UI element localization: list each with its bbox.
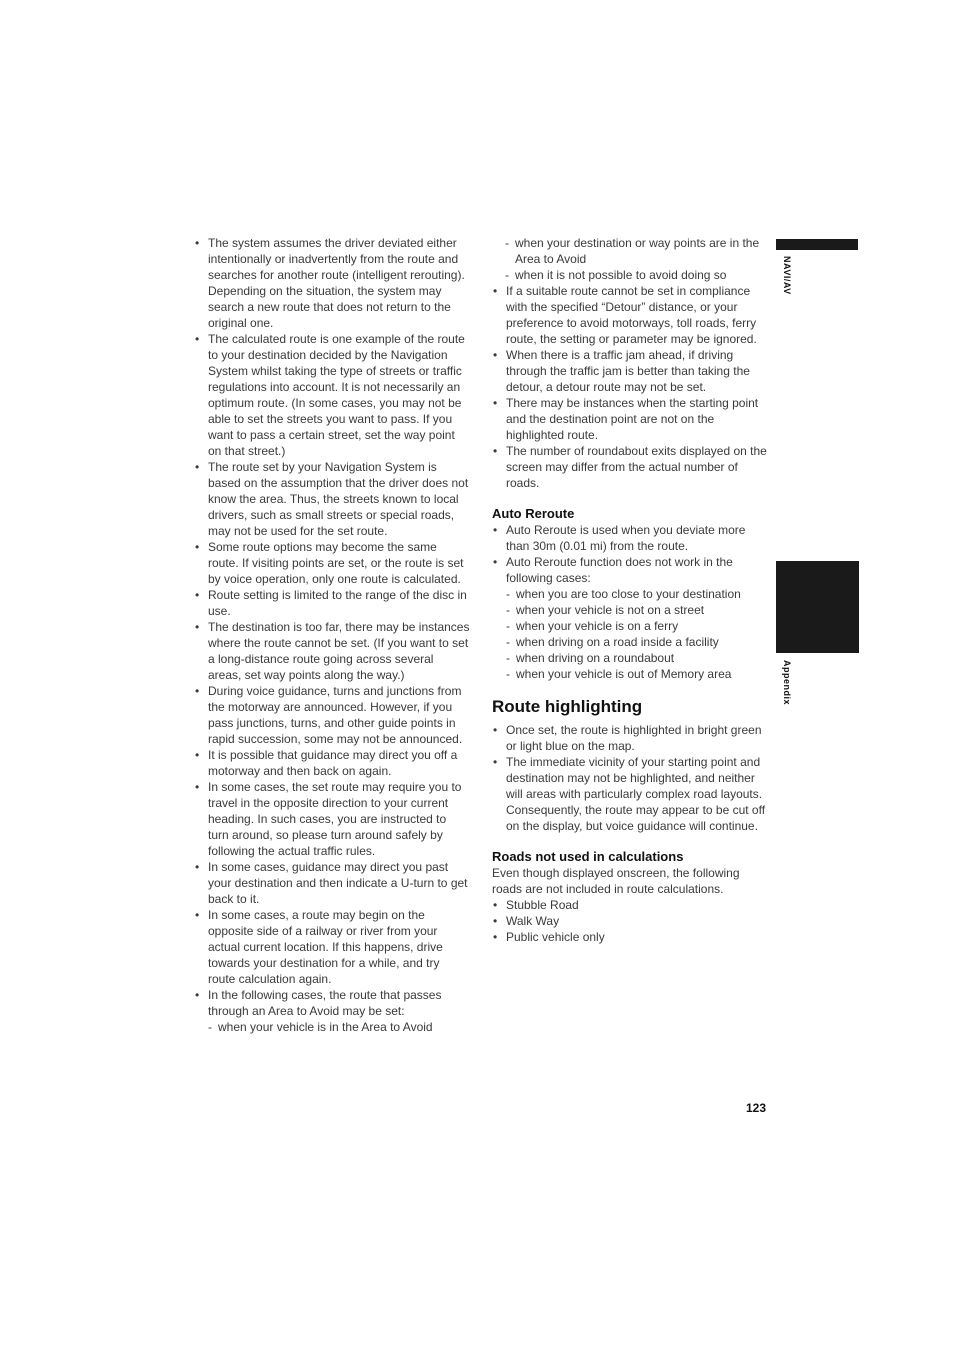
dash-item: - when you are too close to your destination (506, 586, 768, 602)
route-highlighting-heading: Route highlighting (492, 697, 643, 716)
dash-item: - when it is not possible to avoid doing so (505, 267, 768, 283)
list-item: • In some cases, guidance may direct you past your destination and then indicate a U-turn to get back to it. (194, 859, 470, 907)
left-bullet-list (194, 235, 470, 1035)
right-bullet-list (492, 283, 768, 491)
list-item: • If a suitable route cannot be set in compliance with the specified “Detour” distance, or your preference to avoid motorways, toll roads, ferry route, the setting or parameter may be ignored. (492, 283, 768, 347)
dash-item: - when your vehicle is in the Area to Avoid (208, 1019, 470, 1035)
list-item: • In some cases, a route may begin on the opposite side of a railway or river from your actual current location. If this happens, drive towards your destination for a while, and try route calculation again. (194, 907, 470, 987)
list-item: • In some cases, the set route may require you to travel in the opposite direction to your current heading. In such cases, you are instructed to turn around, so please turn around safely by following the actual traffic rules. (194, 779, 470, 859)
roads-not-used-intro: Even though displayed onscreen, the following roads are not included in route calculations. (492, 866, 740, 896)
dash-item: - when your vehicle is on a ferry (506, 618, 768, 634)
list-item: • Public vehicle only (492, 929, 768, 945)
page-number: 123 (746, 1101, 767, 1115)
dash-item: - when driving on a road inside a facility (506, 634, 768, 650)
list-item: • When there is a traffic jam ahead, if driving through the traffic jam is better than taking the detour, a detour route may not be set. (492, 347, 768, 395)
right-column (492, 235, 768, 945)
list-item: • Route setting is limited to the range of the disc in use. (194, 587, 470, 619)
area-to-avoid-cases (208, 1019, 470, 1035)
appendix-tab-block (776, 561, 859, 653)
list-item: • Once set, the route is highlighted in bright green or light blue on the map. (492, 722, 768, 754)
dash-item: - when your vehicle is not on a street (506, 602, 768, 618)
section-tab-bar (776, 239, 858, 250)
dash-item: - when your vehicle is out of Memory area (506, 666, 768, 682)
appendix-label: Appendix (782, 660, 792, 706)
auto-reroute-list (492, 522, 768, 682)
left-column (194, 235, 470, 1035)
list-item: • The destination is too far, there may be instances where the route cannot be set. (If you want to set a long-distance route going across several areas, set way points along the way.) (194, 619, 470, 683)
list-item: • Walk Way (492, 913, 768, 929)
list-item-text: Auto Reroute function does not work in the following cases: (506, 555, 733, 585)
roads-not-used-heading: Roads not used in calculations (492, 849, 684, 864)
list-item: • The route set by your Navigation System is based on the assumption that the driver does not know the area. Thus, the streets known to local drivers, such as small streets or special roads, may not be used for the set route. (194, 459, 470, 539)
area-to-avoid-cases-continued (505, 235, 768, 283)
list-item: • The number of roundabout exits displayed on the screen may differ from the actual number of roads. (492, 443, 768, 491)
list-item (194, 987, 470, 1035)
list-item: • Stubble Road (492, 897, 768, 913)
list-item: • During voice guidance, turns and junctions from the motorway are announced. However, if you pass junctions, turns, and other guide points in rapid succession, some may not be announced. (194, 683, 470, 747)
list-item: • Auto Reroute is used when you deviate more than 30m (0.01 mi) from the route. (492, 522, 768, 554)
list-item: • There may be instances when the starting point and the destination point are not on the highlighted route. (492, 395, 768, 443)
list-item (492, 554, 768, 682)
dash-item: - when driving on a roundabout (506, 650, 768, 666)
auto-reroute-heading: Auto Reroute (492, 506, 575, 521)
list-item: • The calculated route is one example of the route to your destination decided by the Navigation System whilst taking the type of streets or traffic regulations into account. It is not necessarily an optimum route. (In some cases, you may not be able to set the streets you want to pass. If you want to pass a certain street, set the way point on that street.) (194, 331, 470, 459)
auto-reroute-cases (506, 586, 768, 682)
list-item: • Some route options may become the same route. If visiting points are set, or the route is set by voice operation, only one route is calculated. (194, 539, 470, 587)
dash-item: - when your destination or way points are in the Area to Avoid (505, 235, 768, 267)
list-item-text: In the following cases, the route that passes through an Area to Avoid may be set: (208, 988, 442, 1018)
list-item: • It is possible that guidance may direct you off a motorway and then back on again. (194, 747, 470, 779)
list-item: • The system assumes the driver deviated either intentionally or inadvertently from the route and searches for another route (intelligent rerouting). Depending on the situation, the system may search a new route that does not return to the original one. (194, 235, 470, 331)
route-highlighting-list (492, 722, 768, 834)
list-item: • The immediate vicinity of your starting point and destination may not be highlighted, and neither will areas with particularly complex road layouts. Consequently, the route may appear to be cut off on the display, but voice guidance will continue. (492, 754, 768, 834)
navi-av-label: NAVI/AV (782, 256, 792, 295)
roads-not-used-list (492, 897, 768, 945)
